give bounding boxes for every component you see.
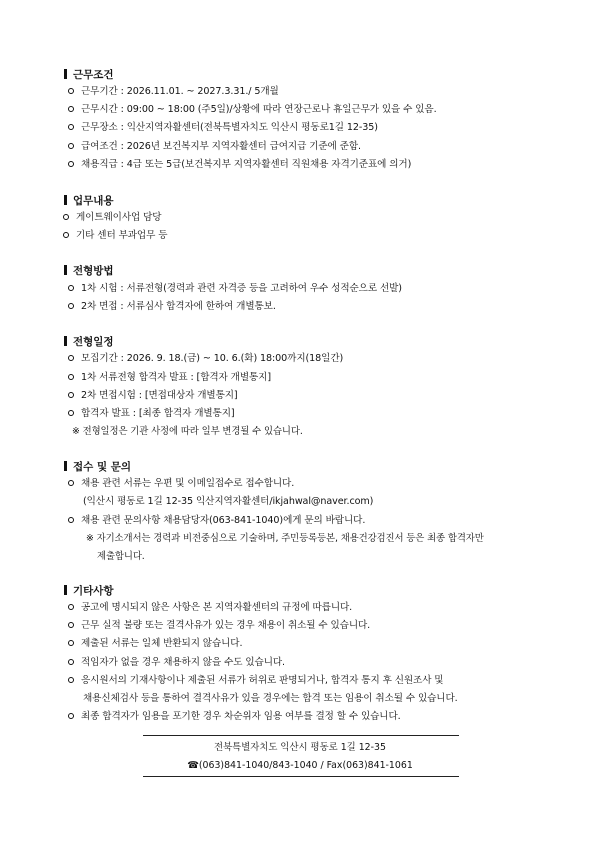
section-heading-schedule [64, 335, 114, 349]
heading-text: 업무내용 [73, 195, 114, 207]
item-text: 응시원서의 기재사항이나 제출된 서류가 허위로 판명되거나, 합격자 통지 후 신원조사 및 [81, 675, 444, 686]
circle-bullet-icon [68, 640, 74, 646]
section-heading-duties [64, 194, 114, 208]
list-item [68, 140, 361, 153]
list-item [68, 514, 365, 527]
heading-marker [64, 461, 67, 471]
list-item [68, 710, 401, 723]
item-text: 채용직급 : 4급 또는 5급(보건복지부 지역자활센터 직원채용 자격기준표에 의거) [81, 159, 412, 170]
list-item [63, 229, 167, 242]
list-item [68, 121, 378, 134]
circle-bullet-icon [63, 214, 69, 220]
list-item [68, 85, 279, 98]
note-text: 제출합니다. [97, 551, 145, 562]
item-text: 합격자 발표 : [최종 합격자 개별통지] [81, 408, 235, 419]
item-text: 모집기간 : 2026. 9. 18.(금) ~ 10. 6.(화) 18:00까지(18일간) [81, 353, 344, 364]
footer-divider [143, 735, 459, 736]
section-heading-selection-method [64, 264, 114, 278]
application-note-continuation [97, 550, 145, 563]
list-item [68, 601, 352, 614]
heading-marker [64, 585, 67, 595]
note-text: ※ 자기소개서는 경력과 비전중심으로 기술하며, 주민등록등본, 채용건강검진서 등은 최종 합격자만 [86, 533, 484, 544]
list-item [68, 158, 411, 171]
circle-bullet-icon [68, 106, 74, 112]
footer-divider-bottom [143, 776, 459, 777]
footer-contact: ☎(063)841-1040/843-1040 / Fax(063)841-1061 [187, 760, 413, 771]
circle-bullet-icon [68, 392, 74, 398]
heading-text: 근무조건 [73, 69, 114, 81]
application-note [86, 532, 484, 545]
list-item [68, 637, 242, 650]
heading-marker [64, 195, 67, 205]
section-heading-work-conditions [64, 68, 114, 82]
section-heading-other-matters [64, 584, 114, 598]
list-item [68, 352, 343, 365]
circle-bullet-icon [68, 677, 74, 683]
heading-text: 기타사항 [73, 585, 114, 597]
circle-bullet-icon [68, 713, 74, 719]
list-item-continuation [83, 495, 373, 508]
list-item [68, 407, 235, 420]
circle-bullet-icon [68, 303, 74, 309]
item-text: 제출된 서류는 일체 반환되지 않습니다. [81, 638, 243, 649]
list-item [68, 674, 443, 687]
item-text: 근무장소 : 익산지역자활센터(전북특별자치도 익산시 평동로1길 12-35) [81, 122, 378, 133]
item-text: 게이트웨이사업 담당 [76, 212, 162, 223]
schedule-note [72, 425, 303, 438]
item-text: 채용신체검사 등을 통하여 결격사유가 있을 경우에는 합격 또는 임용이 취소될 수 있습니다. [83, 693, 458, 704]
item-text: 기타 센터 부과업무 등 [76, 230, 168, 241]
item-text: 적임자가 없을 경우 채용하지 않을 수도 있습니다. [81, 657, 285, 668]
list-item [68, 103, 437, 116]
item-text: 공고에 명시되지 않은 사항은 본 지역자활센터의 규정에 따릅니다. [81, 602, 353, 613]
item-text: 근무시간 : 09:00 ~ 18:00 (주5일)/상황에 따라 연장근로나 휴일근무가 있을 수 있음. [81, 104, 437, 115]
item-text: 급여조건 : 2026년 보건복지부 지역자활센터 급여지급 기준에 준함. [81, 141, 361, 152]
circle-bullet-icon [68, 374, 74, 380]
item-text: 근무 실적 불량 또는 결격사유가 있는 경우 채용이 취소될 수 있습니다. [81, 620, 371, 631]
item-text: 근무기간 : 2026.11.01. ~ 2027.3.31./ 5개월 [81, 86, 279, 97]
circle-bullet-icon [68, 517, 74, 523]
circle-bullet-icon [68, 143, 74, 149]
list-item [68, 389, 238, 402]
list-item [68, 619, 370, 632]
item-text: 2차 면접시험 : [면접대상자 개별통지] [81, 390, 238, 401]
circle-bullet-icon [68, 88, 74, 94]
list-item [68, 300, 276, 313]
heading-marker [64, 265, 67, 275]
item-text: 채용 관련 서류는 우편 및 이메일접수로 접수합니다. [81, 478, 295, 489]
heading-marker [64, 69, 67, 79]
heading-text: 전형일정 [73, 336, 114, 348]
heading-marker [64, 336, 67, 346]
circle-bullet-icon [68, 161, 74, 167]
section-heading-application-inquiry [64, 460, 131, 474]
list-item [68, 477, 294, 490]
list-item [63, 211, 161, 224]
item-text: 채용 관련 문의사항 채용담당자(063-841-1040)에게 문의 바랍니다. [81, 515, 366, 526]
circle-bullet-icon [68, 604, 74, 610]
item-text: 1차 서류전형 합격자 발표 : [합격자 개별통지] [81, 372, 271, 383]
circle-bullet-icon [63, 232, 69, 238]
list-item [68, 371, 271, 384]
list-item [68, 656, 285, 669]
item-text: 1차 시험 : 서류전형(경력과 관련 자격증 등을 고려하여 우수 성적순으로 선발) [81, 283, 402, 294]
circle-bullet-icon [68, 285, 74, 291]
circle-bullet-icon [68, 659, 74, 665]
item-text: 최종 합격자가 임용을 포기한 경우 차순위자 임용 여부를 결정 할 수 있습니다. [81, 711, 401, 722]
note-text: ※ 전형일정은 기관 사정에 따라 일부 변경될 수 있습니다. [72, 426, 303, 437]
list-item [68, 282, 402, 295]
heading-text: 전형방법 [73, 265, 114, 277]
circle-bullet-icon [68, 480, 74, 486]
heading-text: 접수 및 문의 [73, 461, 132, 473]
list-item-continuation [83, 692, 458, 705]
circle-bullet-icon [68, 622, 74, 628]
circle-bullet-icon [68, 355, 74, 361]
circle-bullet-icon [68, 410, 74, 416]
footer-address: 전북특별자치도 익산시 평동로 1길 12-35 [214, 742, 386, 753]
circle-bullet-icon [68, 124, 74, 130]
item-text: 2차 면접 : 서류심사 합격자에 한하여 개별통보. [81, 301, 276, 312]
item-text: (익산시 평동로 1길 12-35 익산지역자활센터/ikjahwal@naver.com) [83, 496, 374, 507]
